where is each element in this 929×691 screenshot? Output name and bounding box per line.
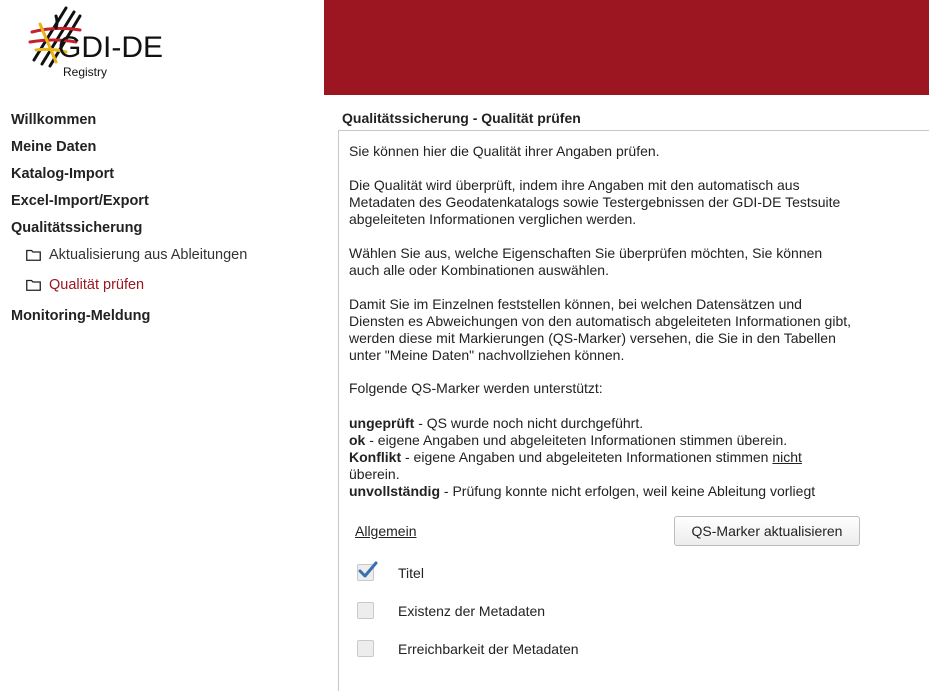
page-title: Qualitätssicherung - Qualität prüfen: [342, 110, 581, 126]
paragraph-line: Folgende QS-Marker werden unterstützt:: [349, 380, 603, 396]
marker-list: [349, 415, 869, 500]
marker-term: Konflikt: [349, 449, 402, 465]
intro-text: [349, 143, 869, 160]
marker-ok: [349, 432, 869, 449]
paragraph-line: Die Qualität wird überprüft, indem ihre Angaben mit den automatisch aus: [349, 177, 800, 193]
checkbox-row-existenz[interactable]: [357, 602, 546, 619]
paragraph-line: abgeleiteten Informationen verglichen werden.: [349, 211, 637, 227]
nav-item-qualitaetssicherung[interactable]: Qualitätssicherung: [11, 220, 143, 236]
marker-term: ok: [349, 432, 366, 448]
update-qs-marker-button[interactable]: QS-Marker aktualisieren: [674, 516, 860, 546]
marker-term: unvollständig: [349, 483, 440, 499]
checkbox-label: Existenz der Metadaten: [398, 602, 546, 619]
logo-subtitle: Registry: [63, 65, 108, 79]
marker-term: ungeprüft: [349, 415, 415, 431]
checkmark-icon: [357, 561, 379, 581]
nav-item-katalog-import[interactable]: Katalog-Import: [11, 166, 115, 182]
paragraph-line: werden diese mit Markierungen (QS-Marker) versehen, die Sie in den Tabellen: [349, 330, 836, 346]
marker-ungeprueft: [349, 415, 869, 432]
marker-description: - eigene Angaben und abgeleiteten Informationen stimmen überein.: [365, 432, 788, 448]
paragraph-line: auch alle oder Kombinationen auswählen.: [349, 262, 609, 278]
header-banner: [324, 0, 929, 95]
marker-konflikt: [349, 449, 869, 466]
marker-description: - QS wurde noch nicht durchgeführt.: [414, 415, 644, 431]
marker-description: - Prüfung konnte nicht erfolgen, weil keine Ableitung vorliegt: [440, 483, 816, 499]
logo-title: GDI-DE: [58, 31, 163, 64]
marker-negation: nicht: [772, 449, 802, 465]
marker-explanation-paragraph: [349, 296, 869, 364]
checkbox-row-titel[interactable]: [357, 564, 424, 581]
general-link[interactable]: Allgemein: [355, 523, 417, 539]
checkbox-label: Titel: [398, 564, 424, 581]
paragraph-line: Diensten es Abweichungen von den automatisch abgeleiteten Informationen gibt,: [349, 313, 852, 329]
paragraph-line: Damit Sie im Einzelnen feststellen können, bei welchen Datensätzen und: [349, 296, 802, 312]
paragraph-line: Sie können hier die Qualität ihrer Angaben prüfen.: [349, 143, 660, 159]
checkbox-row-erreichbarkeit[interactable]: [357, 640, 579, 657]
paragraph-line: Wählen Sie aus, welche Eigenschaften Sie überprüfen möchten, Sie können: [349, 245, 823, 261]
checkbox-label: Erreichbarkeit der Metadaten: [398, 640, 579, 657]
nav-item-meine-daten[interactable]: Meine Daten: [11, 139, 97, 155]
folder-icon: [26, 279, 41, 291]
logo[interactable]: [0, 0, 200, 90]
folder-icon: [26, 249, 41, 261]
nav-item-willkommen[interactable]: Willkommen: [11, 112, 97, 128]
nav-subitem-qualitaet-pruefen[interactable]: [26, 277, 144, 293]
description-paragraph: [349, 177, 869, 228]
nav-subitem-label: Aktualisierung aus Ableitungen: [49, 247, 248, 263]
paragraph-line: Metadaten des Geodatenkatalogs sowie Testergebnissen der GDI-DE Testsuite: [349, 194, 841, 210]
selection-paragraph: [349, 245, 869, 279]
nav-item-excel-import-export[interactable]: Excel-Import/Export: [11, 193, 149, 209]
checkbox-existenz-metadaten[interactable]: [357, 602, 374, 619]
marker-description: - eigene Angaben und abgeleiteten Informationen stimmen: [401, 449, 773, 465]
checkbox-titel[interactable]: [357, 564, 374, 581]
markers-intro: [349, 380, 869, 397]
nav-subitem-aktualisierung[interactable]: [26, 247, 247, 263]
marker-konflikt-continued: überein.: [349, 466, 400, 482]
marker-unvollstaendig: [349, 483, 869, 500]
nav-subitem-label: Qualität prüfen: [49, 277, 145, 293]
checkbox-erreichbarkeit-metadaten[interactable]: [357, 640, 374, 657]
nav-item-monitoring-meldung[interactable]: Monitoring-Meldung: [11, 308, 151, 324]
paragraph-line: unter "Meine Daten" nachvollziehen können.: [349, 347, 625, 363]
